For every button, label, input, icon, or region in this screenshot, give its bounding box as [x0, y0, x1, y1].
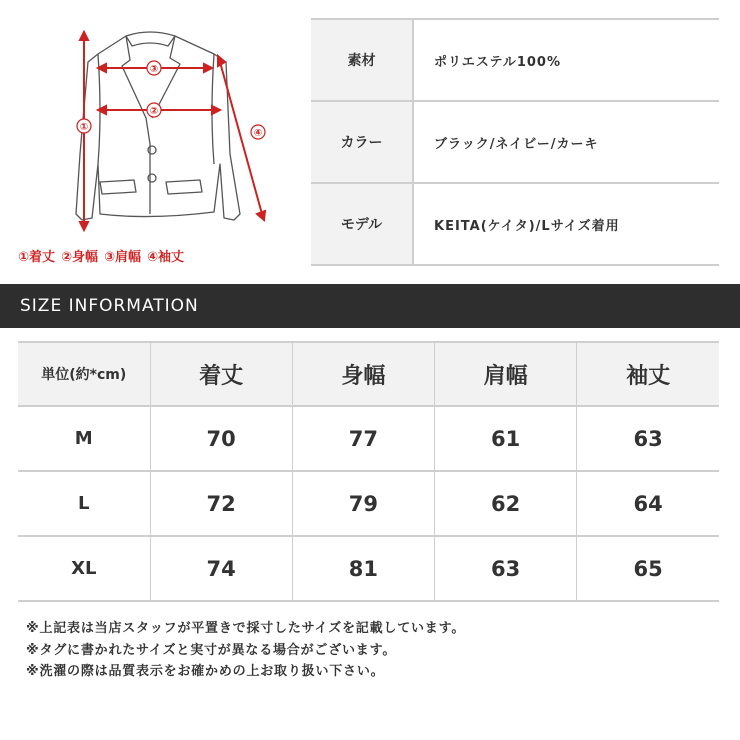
cell-sleeve: 63 — [577, 406, 719, 471]
spec-label: 素材 — [311, 19, 413, 101]
section-title-bar: SIZE INFORMATION — [0, 284, 740, 328]
spec-label: カラー — [311, 101, 413, 183]
size-label: L — [18, 471, 150, 536]
header-width: 身幅 — [292, 342, 434, 406]
cell-length: 72 — [150, 471, 292, 536]
legend-shoulder: ③肩幅 — [104, 250, 142, 265]
cell-sleeve: 64 — [577, 471, 719, 536]
mark-4: ④ — [253, 128, 263, 139]
measurement-legend — [18, 246, 278, 265]
jacket-measurement-diagram — [18, 14, 278, 266]
cell-sleeve: 65 — [577, 536, 719, 601]
spec-value: ポリエステル100% — [434, 54, 561, 70]
legend-width: ②身幅 — [61, 250, 99, 265]
size-table — [18, 341, 719, 602]
cell-length: 70 — [150, 406, 292, 471]
header-length: 着丈 — [150, 342, 292, 406]
spec-value: ブラック/ネイビー/カーキ — [434, 136, 599, 152]
legend-sleeve: ④袖丈 — [147, 250, 185, 265]
note-line: ※洗濯の際は品質表示をお確かめの上お取り扱い下さい。 — [26, 664, 385, 679]
size-label: XL — [18, 536, 150, 601]
jacket-illustration — [18, 14, 278, 244]
spec-label: モデル — [311, 183, 413, 265]
size-label: M — [18, 406, 150, 471]
cell-length: 74 — [150, 536, 292, 601]
mark-3: ③ — [149, 64, 159, 75]
cell-width: 81 — [292, 536, 434, 601]
spec-row-color — [311, 101, 719, 183]
size-notes — [26, 618, 465, 683]
table-row — [18, 471, 719, 536]
spec-row-model — [311, 183, 719, 265]
mark-1: ① — [79, 122, 89, 133]
note-line: ※上記表は当店スタッフが平置きで採寸したサイズを記載しています。 — [26, 621, 466, 636]
cell-shoulder: 63 — [435, 536, 577, 601]
table-row — [18, 406, 719, 471]
legend-length: ①着丈 — [18, 250, 56, 265]
header-sleeve: 袖丈 — [577, 342, 719, 406]
spec-row-material — [311, 19, 719, 101]
table-row — [18, 536, 719, 601]
mark-2: ② — [149, 106, 159, 117]
cell-shoulder: 61 — [435, 406, 577, 471]
header-unit: 単位(約*cm) — [18, 342, 150, 406]
spec-value: KEITA(ケイタ)/Lサイズ着用 — [434, 218, 620, 234]
note-line: ※タグに書かれたサイズと実寸が異なる場合がございます。 — [26, 642, 397, 658]
cell-width: 79 — [292, 471, 434, 536]
cell-shoulder: 62 — [435, 471, 577, 536]
cell-width: 77 — [292, 406, 434, 471]
size-table-header — [18, 342, 719, 406]
product-spec-table — [311, 18, 719, 266]
header-shoulder: 肩幅 — [435, 342, 577, 406]
